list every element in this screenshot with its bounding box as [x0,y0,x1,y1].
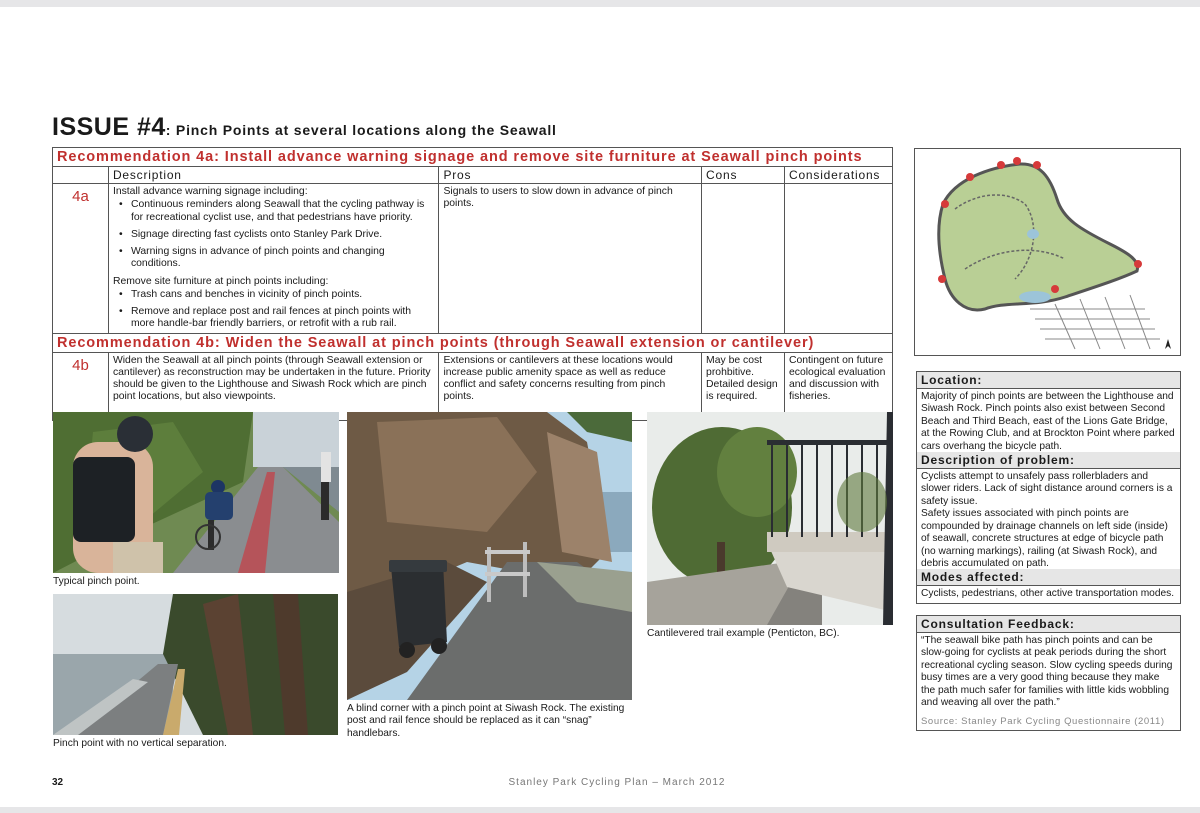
modes-box [916,569,1181,604]
document-page [0,7,1200,807]
caption-photo-2: Pinch point with no vertical separation. [53,738,227,749]
row-pros: Signals to users to slow down in advance of pinch points. [439,184,702,334]
row-id: 4b [53,352,109,420]
location-box [916,371,1181,457]
list-item: • Signage directing fast cyclists onto Stanley Park Drive. [113,229,435,241]
modes-heading: Modes affected: [917,569,1180,586]
row-id: 4a [53,184,109,334]
table-row [53,184,893,334]
list-item: • Continuous reminders along Seawall that the cycling pathway is for recreational cyclist use, and that pedestrians have priority. [113,199,435,224]
row-cons: May be cost prohbitive. Detailed design is required. [702,352,785,420]
col-cons: Cons [702,167,785,184]
consultation-quote: “The seawall bike path has pinch points and can be slow-going for cyclists at peak periods during the short recreational cycling season. Slow cycling speeds during busy times are a very good thing because they make the path much safer for families with little kids wobbling and weaving all over the path.” [921,635,1173,709]
table-header-row [53,167,893,184]
stanley-park-map [914,148,1181,356]
list-item: • Warning signs in advance of pinch points and changing conditions. [113,246,435,271]
location-text: Majority of pinch points are between the Lighthouse and Siwash Rock. Pinch points also exist between Second Beach and Third Beach, east of the Lions Gate Bridge, at the Rowing Club, and at Brockton Point where parked cars overhang the bicycle path. [921,391,1175,452]
row-cons [702,184,785,334]
photo-typical-pinch-point [53,412,339,573]
problem-text-1: Cyclists attempt to unsafely pass rollerbladers and slower riders. Lack of sight distance around corners is a safety issue. [921,471,1173,507]
col-considerations: Considerations [784,167,892,184]
photo-cantilevered-trail [647,412,893,625]
page-number: 32 [52,777,64,788]
footer-text: Stanley Park Cycling Plan – March 2012 [508,777,726,788]
issue-number: ISSUE #4 [52,113,166,141]
location-heading: Location: [917,372,1180,389]
problem-text [917,469,1180,574]
consultation-heading: Consultation Feedback: [917,616,1180,633]
row-considerations: Contingent on future ecological evaluation and discussion with fisheries. [784,352,892,420]
row-description: Widen the Seawall at all pinch points (through Seawall extension or cantilever) as reconstruction may be undertaken in the future. Priority should be given to the Lighthouse and Siwash Rock which are pinch point locations, but also viewpoints. [108,352,439,420]
list-item: • Trash cans and benches in vicinity of pinch points. [113,289,435,301]
problem-heading: Description of problem: [917,452,1180,469]
consultation-box [916,615,1181,731]
issue-subtitle: : Pinch Points at several locations along the Seawall [165,122,557,138]
list-item: • Remove and replace post and rail fences at pinch points with more handle-bar friendly barriers, or retrofit with a rub rail. [113,306,435,331]
table-row [53,352,893,420]
modes-text: Cyclists, pedestrians, other active transportation modes. [921,588,1175,599]
col-pros: Pros [439,167,702,184]
description-intro: Remove site furniture at pinch points including: [112,275,329,287]
consultation-source: Source: Stanley Park Cycling Questionnaire (2011) [921,715,1165,727]
caption-photo-4: Cantilevered trail example (Penticton, BC). [647,628,840,639]
description-intro: Install advance warning signage including: [112,186,308,197]
caption-photo-3: A blind corner with a pinch point at Siwash Rock. The existing post and rail fence should be replaced as it can “snag” handlebars. [347,703,625,739]
photo-no-separation [53,594,338,735]
bullet-list [113,199,435,270]
row-pros: Extensions or cantilevers at these locations would increase public amenity space as well as reduce conflict and safety concerns resulting from pinch points. [439,352,702,420]
recommendation-table [52,147,893,421]
col-description: Description [108,167,439,184]
bullet-list [113,289,435,331]
rec-4a-heading: Recommendation 4a: Install advance warning signage and remove site furniture at Seawall pinch points [53,148,893,167]
row-description [108,184,439,334]
problem-text-2: Safety issues associated with pinch points are compounded by drainage channels on left side (inside) of seawall, concrete structures at edge of bicycle path (no warning markings), railing (at Siwash Rock), and debris accumulated on path. [921,508,1168,570]
row-considerations [784,184,892,334]
rec-4b-heading: Recommendation 4b: Widen the Seawall at pinch points (through Seawall extension or cantilever) [53,333,893,352]
page-title [52,113,557,142]
photo-siwash-rock [347,412,632,700]
caption-photo-1: Typical pinch point. [53,576,140,587]
problem-box [916,452,1181,575]
